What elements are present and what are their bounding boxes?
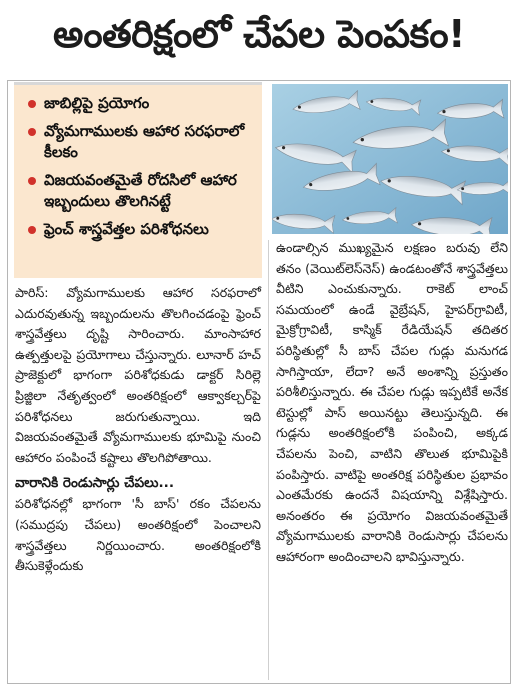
- highlight-item: [28, 170, 254, 212]
- column-divider: [268, 240, 269, 680]
- highlight-item: [28, 93, 254, 114]
- highlight-text: ఫ్రెంచ్ శాస్త్రవేత్తల పరిశోధనలు: [44, 220, 209, 238]
- bullet-icon: [28, 100, 36, 108]
- highlight-text: విజయవంతమైతే రోదసిలో ఆహార ఇబ్బందులు తొలగినట్టే: [44, 171, 237, 210]
- bullet-icon: [28, 177, 36, 185]
- body-paragraph: పరిశోధనల్లో భాగంగా 'సీ బాస్' రకం చేపలను (సముద్రపు చేపలు) అంతరిక్షంలో పెంచాలని శాస్త్రవేత్తలు నిర్ణయించారు. అంతరిక్షంలోకి తీసుకెళ్లేందుకు: [15, 496, 261, 574]
- fish-photo: [272, 84, 508, 234]
- highlight-text: జాబిల్లిపై ప్రయోగం: [44, 94, 150, 112]
- highlight-text: వ్యోమగాములకు ఆహార సరఫరాలో కీలకం: [44, 122, 245, 161]
- body-paragraph: ఉండాల్సిన ముఖ్యమైన లక్షణం బరువు లేని తనం (వెయిట్‌లెస్‌నెస్) ఉండటంతోనే శాస్త్రవేత్తలు వీటిని ఎంచుకున్నారు. రాకెట్ లాంచ్ సమయంలో ఉండే వైబ్రేషన్, హైపర్‌గ్రావిటీ, మైక్రోగ్రావిటీ, కాస్మిక్ రేడియేషన్ తదితర పరిస్థితుల్లో సీ బాస్ చేపల గుడ్లు మనుగడ సాగిస్తాయా, లేదా? అనే అంశాన్ని ప్రస్తుతం పరిశీలిస్తున్నారు. ఈ చేపల గుడ్లు ఇప్పటికే అనేక టెస్టుల్లో పాస్ అయినట్టు తెలుస్తున్నది. ఈ గుడ్లను అంతరిక్షంలోకి పంపించి, అక్కడ చేపలను పెంచి, వాటిని తొలుత భూమిపైకి పంపిస్తారు. వాటిపై అంతరిక్ష పరిస్థితుల ప్రభావం ఎంతమేరకు ఉందనే విషయాన్ని విశ్లేషిస్తారు. అనంతరం ఈ ప్రయోగం విజయవంతమైతే వ్యోమగాములకు వారానికి రెండుసార్లు చేపలను ఆహారంగా అందించాలని భావిస్తున్నారు.: [276, 240, 508, 564]
- headline: అంతరిక్షంలో చేపల పెంపకం!: [52, 12, 465, 56]
- highlight-item: [28, 219, 254, 240]
- bullet-icon: [28, 128, 36, 136]
- left-column: [15, 283, 261, 577]
- bullet-icon: [28, 226, 36, 234]
- fish-school-image: [272, 84, 508, 234]
- subheading: వారానికి రెండుసార్లు చేపలు...: [15, 475, 174, 492]
- highlight-item: [28, 121, 254, 163]
- highlights-box: [14, 82, 262, 278]
- right-column: [276, 238, 508, 568]
- body-paragraph: పారిస్: వ్యోమగాములకు ఆహార సరఫరాలో ఎదురవుతున్న ఇబ్బందులను తొలగించడంపై ఫ్రెంచ్ శాస్త్రవేత్తలు దృష్టి సారించారు. మాంసాహార ఉత్పత్తులపై ప్రయోగాలు చేస్తున్నారు. లూనార్ హచ్ ప్రాజెక్టులో భాగంగా పరిశోధకుడు డాక్టర్ సిరిల్లె ప్రిజ్జిలా నేతృత్వంలో అంతరిక్షంలో ఆక్వాకల్చర్‌పై పరిశోధనలు జరుగుతున్నాయి. ఇది విజయవంతమైతే వ్యోమగాములకు భూమిపై నుంచి ఆహారం పంపించే కష్టాలు తొలగిపోతాయి.: [15, 285, 261, 465]
